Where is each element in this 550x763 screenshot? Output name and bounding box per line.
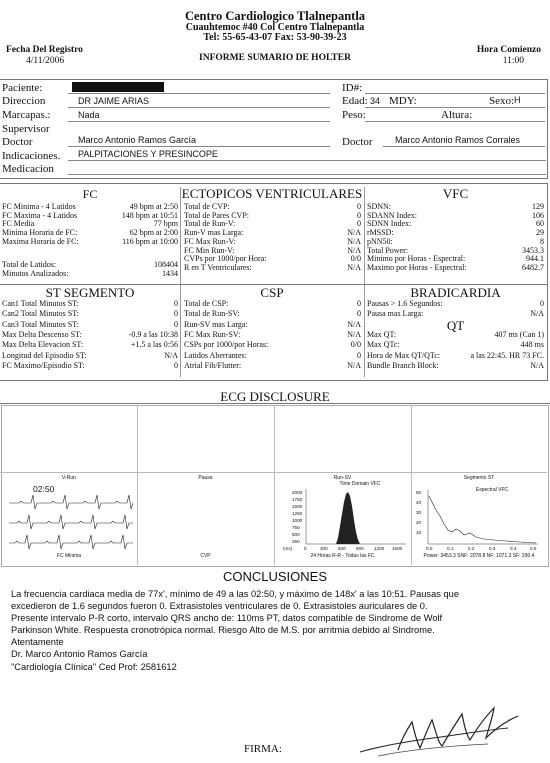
stat-value: 148 bpm at 10:51	[121, 210, 178, 220]
conclusion-line: Dr. Marco Antonio Ramos García	[11, 649, 148, 660]
stat-label: Atrial Fib/Flutter:	[184, 360, 242, 370]
stat-label: CSPs por 1000/por Horas:	[184, 340, 269, 350]
conclusion-line: Presente intervalo P-R corto, intervalo QRS ancho de: 110ms PT, datos compatible de Sindrome de Wolf	[11, 613, 443, 624]
report-title: INFORME SUMARIO DE HOLTER	[199, 53, 351, 63]
stat-label: Can2 Total Minutos ST:	[2, 309, 79, 319]
stat-label: Max Delta Elevacion ST:	[2, 340, 84, 350]
hist-y-tick: 250	[292, 539, 300, 544]
stat-value: 448 ms	[520, 340, 544, 350]
stat-label: Total Power:	[367, 245, 408, 255]
stat-value: a las 22:45. HR 73 FC.	[470, 350, 544, 360]
doctor-value: Marco Antonio Ramos García	[78, 135, 197, 145]
fc-title: FC	[82, 187, 98, 201]
hist-x-tick: 1500	[392, 546, 403, 551]
stat-value: 108404	[154, 260, 178, 269]
stat-row	[184, 300, 361, 309]
direccion-value: DR JAIME ARIAS	[78, 96, 150, 106]
peso-label: Peso:	[342, 109, 366, 121]
stat-value: 62 bpm at 2:00	[129, 228, 178, 238]
spec-x-tick: 0.0	[426, 546, 433, 551]
spec-x-tick: 0.3	[489, 546, 496, 551]
stat-row	[184, 352, 361, 361]
indicaciones-value: PALPITACIONES Y PRESINCOPE	[78, 149, 218, 159]
stat-value: 0	[357, 202, 361, 211]
stat-value: 60	[536, 219, 544, 229]
altura-label: Altura:	[441, 109, 473, 121]
stat-row	[2, 331, 178, 340]
stat-row	[367, 300, 544, 309]
stat-label: R en T Ventriculares:	[184, 262, 252, 272]
stat-row	[2, 238, 178, 247]
hist-y-tick: 1500	[292, 504, 303, 509]
hist-x-tick: 1200	[374, 546, 385, 551]
spec-y-tick: 40	[416, 500, 422, 505]
conclusion-line: La frecuencia cardiaca media de 77x', mínimo de 49 a las 02:50, y máximo de 148x' a las 10:51. Pausas que	[11, 589, 459, 599]
stat-row	[184, 362, 361, 371]
stat-row	[2, 341, 178, 350]
indicaciones-label: Indicaciones.	[2, 150, 61, 162]
stat-row	[2, 270, 178, 279]
stat-value: 0	[540, 299, 544, 308]
stat-row	[367, 331, 544, 340]
stat-row	[367, 352, 544, 361]
hist-x-tick: 0	[304, 546, 307, 551]
stat-value: 0	[357, 350, 361, 360]
spec-x-tick: 0.4	[510, 546, 517, 551]
hist-y-tick: 1000	[292, 518, 303, 523]
stat-value: 3453.3	[522, 245, 544, 255]
stat-label: FC Max Run-SV:	[184, 329, 241, 339]
stat-label: SDANN Index:	[367, 210, 417, 220]
conclusiones-text	[11, 588, 531, 673]
stat-label: Max Delta Descenso ST:	[2, 329, 82, 339]
conclusion-line: excedieron de 1.6 segundos fueron 0. Extrasistoles ventriculares de 0. Extrasistoles auriculares de 0.	[11, 601, 428, 612]
stat-label: CVPs por 1000/por Hora:	[184, 254, 267, 264]
stat-row	[184, 341, 361, 350]
panel-pausa-label: Pausa	[198, 475, 213, 481]
stat-value: 0	[357, 219, 361, 229]
clinic-phones: Tel: 55-65-43-07 Fax: 53-90-39-23	[203, 32, 347, 43]
sexo-label: Sexo:	[489, 95, 515, 107]
stat-label: Minima Horaria de FC:	[2, 228, 78, 238]
stat-value: 944.1	[526, 254, 544, 264]
stat-row	[2, 352, 178, 361]
stat-label: Max QTc:	[367, 340, 400, 350]
ecg-trace-3	[9, 535, 133, 549]
hist-x-tick: 300	[320, 546, 328, 551]
hist-x-tick: 600	[338, 546, 346, 551]
stat-label: SDNN Index:	[367, 219, 412, 229]
id-label: ID#:	[342, 82, 363, 94]
stat-row	[184, 331, 361, 340]
stat-value: N/A	[164, 350, 178, 360]
stat-value: 1434	[162, 268, 178, 278]
stat-value: +1.5 a las 0:56	[130, 340, 178, 350]
stat-value: 0/0	[350, 340, 361, 350]
panel-vrun-label: V-Run	[62, 475, 76, 481]
stat-value: 0	[174, 309, 178, 319]
panel-power-label: Power: 3453.3 SNF: 2078.8 NF: 1071.3 SF: 290.4	[423, 553, 535, 559]
hist-y-tick: 750	[292, 525, 300, 530]
stat-label: Total de Run-SV:	[184, 309, 240, 319]
panel-st-label: Segmento ST	[463, 475, 495, 481]
stat-value: 0	[174, 360, 178, 370]
stat-label: FC Maxima - 4 Latidos	[2, 210, 78, 220]
hora-value: 11:00	[502, 56, 524, 66]
doctor-label: Doctor	[2, 136, 33, 148]
conclusion-line: Atentamente	[11, 637, 64, 648]
marcapas-value: Nada	[78, 110, 100, 120]
doctor2-label: Doctor	[342, 136, 373, 148]
stat-row	[2, 321, 178, 330]
stat-row	[367, 341, 544, 350]
stat-value: 77 bpm	[153, 219, 178, 229]
spec-y-ticks	[416, 490, 422, 535]
stat-row	[2, 310, 178, 319]
stat-label: Pausa mas Larga:	[367, 309, 424, 319]
hist-y-ticks	[292, 490, 303, 544]
stat-label: Max QT:	[367, 330, 397, 339]
stat-value: N/A	[347, 245, 361, 255]
stat-label: FC Media	[2, 219, 35, 229]
stat-row	[184, 264, 361, 273]
ecg-title: ECG DISCLOSURE	[220, 389, 330, 404]
clinic-name: Centro Cardiologico Tlalnepantla	[184, 9, 366, 23]
stat-label: Minutos Analizados:	[2, 268, 69, 278]
stat-label: FC Minima - 4 Latidos	[2, 202, 76, 211]
stat-value: 106	[532, 210, 544, 220]
stat-row	[367, 229, 544, 238]
spec-y-tick: 30	[416, 510, 422, 515]
stat-value: 116 bpm at 10:00	[122, 236, 178, 246]
stat-value: 0	[174, 299, 178, 308]
firma-label: FIRMA:	[244, 743, 282, 755]
stat-label: Hora de Max QT/QTc:	[367, 350, 440, 360]
medicacion-label: Medicacion	[2, 163, 54, 175]
registro-label: Fecha Del Registro	[6, 45, 83, 55]
stat-value: 0/0	[350, 254, 361, 264]
stat-label: SDNN:	[367, 202, 392, 211]
ectopicos-title: ECTOPICOS VENTRICULARES	[181, 186, 363, 201]
stat-value: N/A	[347, 262, 361, 272]
clinic-address: Cuauhtemoc #40 Col Centro Tlalnepantla	[185, 22, 365, 33]
spec-curve	[429, 496, 536, 543]
stat-label: Maximo por Horas - Espectral:	[367, 262, 467, 272]
edad-label: Edad:	[342, 95, 368, 107]
vfc-title: VFC	[442, 186, 469, 201]
stat-value: 407 ms (Can 1)	[494, 330, 544, 339]
stat-label: Maxima Horaria de FC:	[2, 236, 79, 246]
spec-svg	[414, 486, 544, 552]
ecg-trace-1	[9, 495, 133, 509]
stat-label: Total de Run-V:	[184, 219, 236, 229]
spec-title: Espectral VFC	[475, 487, 509, 493]
stat-label: Run-SV mas Larga:	[184, 319, 248, 329]
stat-value: 8	[540, 236, 544, 246]
patient-info-box	[0, 79, 548, 179]
spec-x-tick: 0.5	[530, 546, 537, 551]
hist-x-unit: (ms)	[283, 546, 293, 551]
stat-value: N/A	[347, 228, 361, 238]
ecg-trace-2	[9, 515, 133, 529]
stat-value: -0.9 a las 10:38	[128, 329, 178, 339]
conclusion-line: "Cardiología Clínica" Ced Prof: 2581612	[11, 661, 177, 672]
spec-y-tick: 10	[416, 530, 422, 535]
spec-x-tick: 0.2	[468, 546, 475, 551]
stat-label: Total de Latidos:	[2, 260, 57, 269]
conclusiones-title: CONCLUSIONES	[222, 569, 328, 584]
bradicardia-title: BRADICARDIA	[410, 285, 501, 300]
stat-label: FC Maximo/Episodio ST:	[2, 360, 85, 370]
stat-value: N/A	[530, 360, 544, 370]
panel-rr-label: 24 Horas R-R - Todas las FC	[310, 553, 375, 559]
stat-label: rMSSD:	[367, 228, 394, 238]
stat-label: Total de Pares CVP:	[184, 210, 249, 220]
doctor2-value: Marco Antonio Ramos Corrales	[395, 135, 521, 145]
hist-title: Time Domain VFC	[339, 481, 381, 487]
hist-bars	[336, 492, 360, 544]
stat-row	[367, 310, 544, 319]
sexo-value: H	[514, 95, 521, 105]
stat-label: Total de CSP:	[184, 299, 229, 308]
stat-value: N/A	[347, 329, 361, 339]
hist-y-tick: 1750	[292, 497, 303, 502]
stat-label: Longitud del Episodio ST:	[2, 350, 87, 360]
stat-value: 0	[357, 210, 361, 220]
stat-row	[2, 300, 178, 309]
stat-label: FC Min Run-V:	[184, 245, 235, 255]
stat-row	[184, 321, 361, 330]
stat-label: pNN50:	[367, 236, 393, 246]
stat-row	[184, 310, 361, 319]
hist-y-tick: 500	[292, 532, 300, 537]
stat-value: 0	[174, 319, 178, 329]
edad-value: 34	[370, 96, 381, 106]
hist-y-tick: 1250	[292, 511, 303, 516]
panel-fcmin-label: FC Minima	[56, 553, 82, 559]
stat-value: 29	[536, 228, 544, 238]
stat-value: N/A	[530, 309, 544, 319]
stat-label: Latidos Aberrantes:	[184, 350, 247, 360]
conclusion-line: Parkinson White. Respuesta cronotrópica normal. Riesgo Alto de M.S. por arritmia debido al Sindrome.	[11, 625, 435, 636]
panel-runsv-label: Run-SV	[333, 475, 352, 481]
stat-value: N/A	[347, 319, 361, 329]
direccion-label: Direccion	[2, 95, 46, 107]
hist-y-tick: 2000	[292, 490, 303, 495]
hist-x-ticks	[283, 546, 403, 551]
spec-y-tick: 20	[416, 520, 422, 525]
stat-value: 49 bpm at 2:50	[129, 202, 178, 211]
stat-label: Can1 Total Minutos ST:	[2, 299, 79, 308]
spec-y-tick: 50	[416, 490, 422, 495]
st-title: ST SEGMENTO	[45, 285, 135, 300]
hora-label: Hora Comienzo	[476, 45, 541, 55]
supervisor-label: Supervisor	[2, 123, 50, 135]
stat-value: N/A	[347, 236, 361, 246]
spec-x-ticks	[426, 546, 537, 551]
panel-cvp-label: CVP	[200, 553, 211, 559]
marcapas-label: Marcapas.:	[2, 109, 51, 121]
mdy-label: MDY:	[389, 95, 417, 107]
stat-value: 129	[532, 202, 544, 211]
stat-label: FC Max Run-V:	[184, 236, 236, 246]
stat-value: 6482.7	[522, 262, 544, 272]
stat-label: Pausas > 1.6 Segundos:	[367, 299, 443, 308]
ecg-strip-svg	[9, 493, 133, 551]
spec-x-tick: 0.1	[447, 546, 454, 551]
stat-row	[367, 264, 544, 273]
stat-label: Total de CVP:	[184, 202, 230, 211]
hist-x-tick: 900	[356, 546, 364, 551]
stat-row	[2, 362, 178, 371]
redacted-name-bar	[72, 82, 164, 92]
stat-label: Run-V mas Larga:	[184, 228, 244, 238]
stat-value: 0	[357, 299, 361, 308]
csp-title: CSP	[260, 285, 284, 300]
stat-label: Can3 Total Minutos ST:	[2, 319, 79, 329]
registro-date: 4/11/2006	[26, 56, 65, 66]
stat-label: Minimo por Horas - Espectral:	[367, 254, 466, 264]
stat-label: Bundle Branch Block:	[367, 360, 439, 370]
stat-value: N/A	[347, 360, 361, 370]
strip-time: 02:50	[33, 484, 55, 494]
signature-image	[358, 700, 533, 760]
stat-row	[367, 362, 544, 371]
hist-svg	[276, 486, 410, 552]
stat-value: 0	[357, 309, 361, 319]
paciente-label: Paciente:	[2, 82, 43, 94]
qt-title: QT	[446, 318, 465, 333]
